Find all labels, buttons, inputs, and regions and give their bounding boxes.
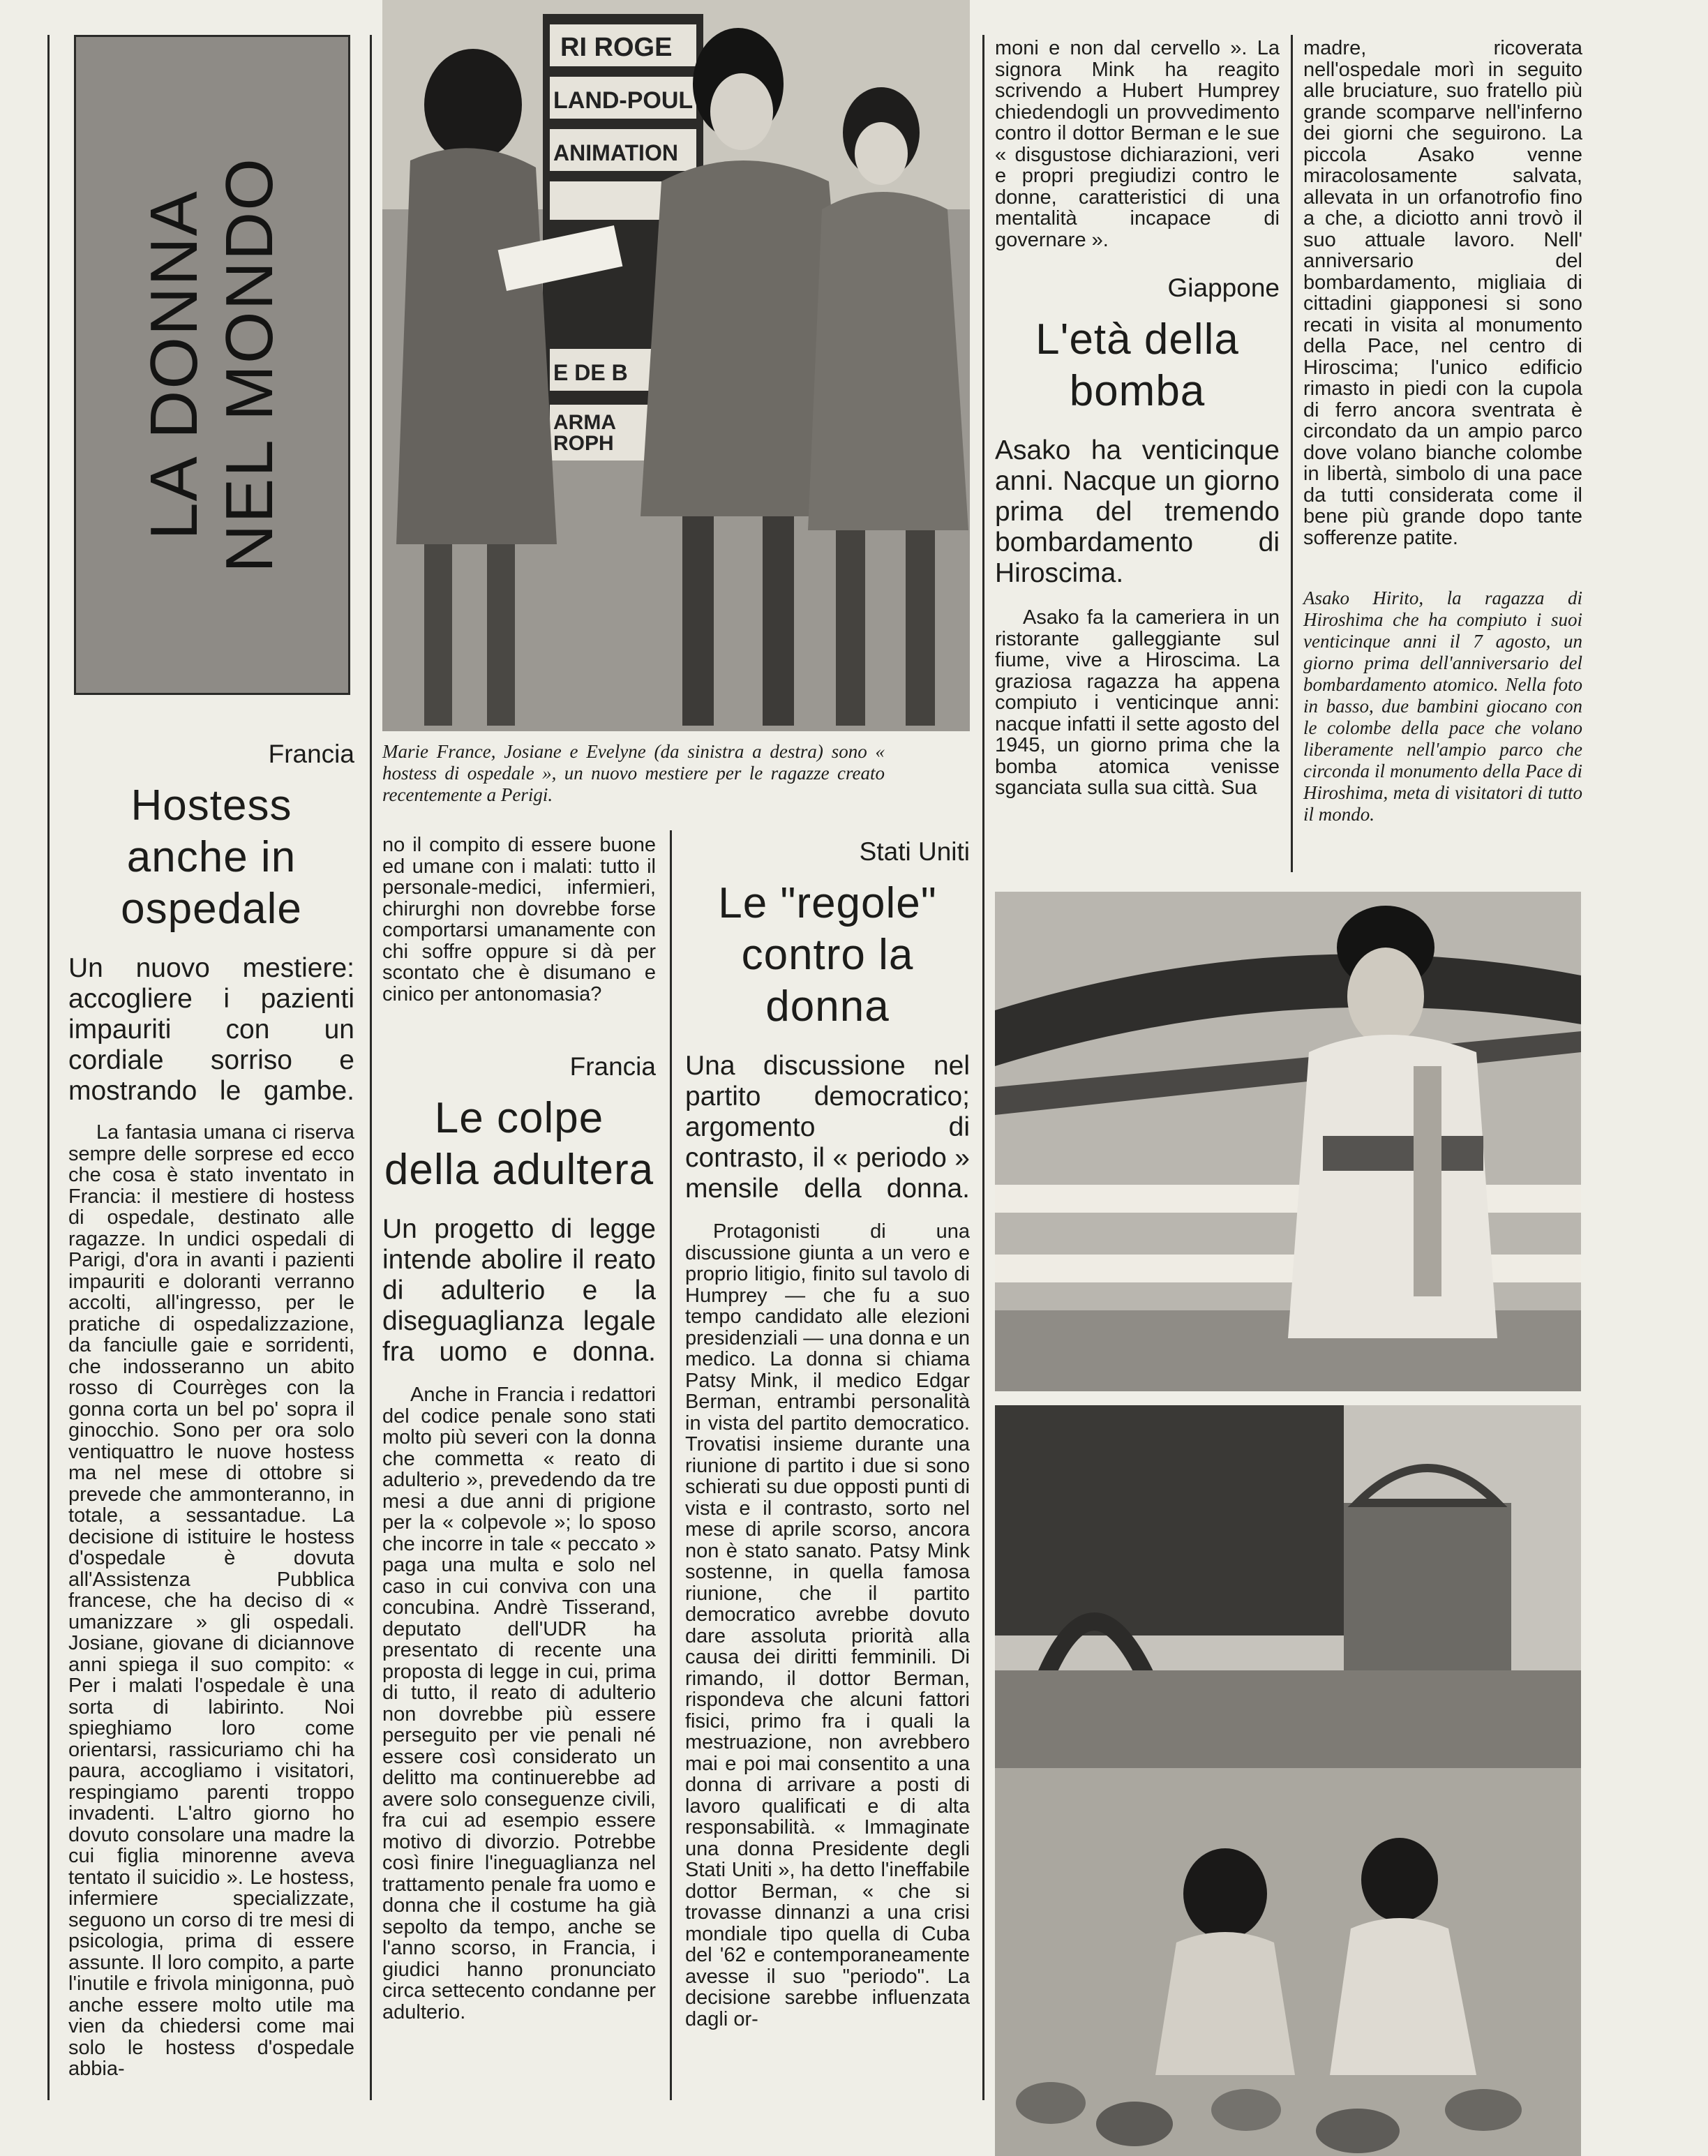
article-regole xyxy=(685,837,970,2030)
article-adultera xyxy=(382,1052,656,2023)
article-bomba-caption: Asako Hirito, la ragazza di Hiroshima che ha compiuto i suoi venticinque anni il 7 agosto, un giorno prima dell'anniversario del bombardamento atomico. Nella foto in basso, due bambini giocano con le colombe della pace che volano liberamente nell'ampio parco che circonda il monumento della Pace di Hiroshima, meta di visitatori di tutto il mondo. xyxy=(1303,587,1582,825)
photo-asako xyxy=(995,892,1581,1391)
photo-hostess xyxy=(382,0,970,731)
photo-hostess-sign: E DE B xyxy=(553,360,628,385)
photo-hiroshima xyxy=(995,1405,1581,2156)
column-rule xyxy=(1291,35,1293,872)
article-hostess-body-continued: no il compito di essere buone ed umane con i malati: tutto il personale-medici, infermieri, chirurghi non dovrebbe forse comportarsi umanamente con chi soffre oppure si dà per scontato che è disumano e cinico per antonomasia? xyxy=(382,834,656,1005)
article-bomba-body: Asako fa la cameriera in un ristorante galleggiante sul fiume, vive a Hiroscima. La graziosa ragazza ha appena compiuto i venticinque anni: nacque infatti il sette agosto del 1945, un giorno prima che la bomba atomica venisse sganciata sulla sua città. Sua xyxy=(995,606,1280,799)
section-title xyxy=(137,100,287,630)
article-bomba-country: Giappone xyxy=(1167,274,1280,302)
article-adultera-body: Anche in Francia i redattori del codice penale sono stati molto più severi con la donna che commetta « reato di adulterio », prevedendo da tre mesi a due anni di prigione per la « colpevole »; lo sposo che incorre in tale « peccato » paga una multa e solo nel caso in cui conviva con una concubina. Andrè Tisserand, deputato dell'UDR ha presentato di recente una proposta di legge in cui, prima di tutto, il reato di adulterio non dovrebbe più essere perseguito per vie penali né essere così considerato un delitto ma continuerebbe ad avere solo conseguenze civili, fra cui ad esempio essere motivo di divorzio. Potrebbe così finire l'ineguaglianza nel trattamento penale fra uomo e donna che il costume ha già sepolto da tempo, anche se l'anno scorso, in Francia, i giudici hanno pronunciato circa settecento condanne per adulterio. xyxy=(382,1384,656,2023)
article-bomba xyxy=(995,274,1280,799)
article-regole-country: Stati Uniti xyxy=(859,837,970,866)
article-regole-subhead: Una discussione nel partito democratico; argomento di contrasto, il « periodo » mensile della donna. xyxy=(685,1051,970,1204)
article-regole-body: Protagonisti di una discussione giunta a un vero e proprio litigio, finito sul tavolo di Humprey — che fu a suo tempo candidato alle elezioni presidenziali — una donna e un medico. La donna si chiama Patsy Mink, il medico Edgar Berman, entrambi personalità in vista del partito democratico. Trovatisi insieme durante una riunione di partito i due si sono schierati su due opposti punti di vista e il contrasto, sorto nel mese di aprile scorso, ancora non è stato sanato. Patsy Mink sostenne, in quella famosa riunione, che il partito democratico avrebbe dovuto dare assoluta priorità alla causa dei diritti femminili. Di rimando, il dottor Berman, rispondeva che alcuni fattori fisici, primo fra i quali la mestruazione, non avrebbero mai e poi mai consentito a una donna di arrivare a posti di lavoro qualificati e di alta responsabilità. « Immaginate una donna Presidente degli Stati Uniti », ha detto l'ineffabile dottor Berman, « che si trovasse dinnanzi a una crisi mondiale tipo quella di Cuba del '62 e contemporaneamente avesse il suo "periodo". La decisione sarebbe influenzata dagli or- xyxy=(685,1220,970,2030)
article-adultera-headline: Le colpe della adultera xyxy=(384,1094,654,1194)
column-rule xyxy=(670,830,672,2100)
section-title-line2: NEL MONDO xyxy=(212,157,287,573)
article-hostess-body: La fantasia umana ci riserva sempre delle sorprese ed ecco che cosa è stato inventato in Francia: il mestiere di hostess di ospedale, destinato alle ragazze. In undici ospedali di Parigi, d'ora in avanti i pazienti impauriti e doloranti verranno accolti, all'ingresso, per le pratiche di ospedalizzazione, da fanciulle gaie e sorridenti, che indosseranno un abito rosso di Courrèges con la gonna corta un bel po' sopra il ginocchio. Sono per ora solo ventiquattro le nuove hostess ma nel mese di ottobre si prevede che ammonteranno, in totale, a sessantadue. La decisione di istituire le hostess d'ospedale è dovuta all'Assistenza Pubblica francese, che ha deciso di « umanizzare » gli ospedali. Josiane, giovane di diciannove anni spiega il suo compito: « Per i malati l'ospedale è una sorta di labirinto. Noi spieghiamo loro come orientarsi, rassicuriamo chi ha paura, accogliamo i visitatori, respingiamo parenti troppo invadenti. L'altro giorno ho dovuto consolare una madre la cui figlia minorenne aveva tentato il suicidio ». Le hostess, infermiere specializzate, seguono un corso di tre mesi di psicologia, prima di essere assunte. Il loro compito, a parte l'inutile e frivola minigonna, può anche essere molto utile ma vien da chiedersi come mai solo le hostess d'ospedale abbia- xyxy=(68,1121,354,2080)
article-adultera-country: Francia xyxy=(569,1052,656,1081)
article-hostess xyxy=(68,740,354,2080)
article-hostess-subhead: Un nuovo mestiere: accogliere i pazienti impauriti con un cordiale sorriso e mostrando le gambe. xyxy=(68,953,354,1106)
section-title-box xyxy=(74,35,350,695)
article-hostess-headline: Hostess anche in ospedale xyxy=(121,781,302,933)
section-title-line1: LA DONNA xyxy=(137,190,211,540)
photo-hostess-sign: ARMA xyxy=(553,411,616,434)
article-hostess-country: Francia xyxy=(268,740,354,768)
photo-hostess-sign: RI ROGE xyxy=(560,33,673,62)
column-rule xyxy=(370,35,372,2100)
column-rule xyxy=(47,35,50,2100)
article-bomba-headline: L'età della bomba xyxy=(1035,315,1239,415)
article-bomba-continuation: madre, ricoverata nell'ospedale morì in seguito alle bruciature, suo fratello più grande scomparve nell'inferno dei giorni che seguirono. La piccola Asako venne miracolosamente salvata, allevata in un orfanotrofio fino a che, a diciotto anni trovò il suo attuale lavoro. Nell' anniversario del bombardamento, migliaia di cittadini giapponesi si sono recati in visita al monumento della Pace, nel centro di Hiroscima; l'unico edificio rimasto in piedi con la cupola di ferro ancora sventrata è circondato da un ampio parco dove volano bianche colombe in libertà, simbolo di una pace da tutti considerata come il bene più grande dopo tante sofferenze patite. xyxy=(1303,37,1582,549)
photo-hostess-sign: LAND-POUL xyxy=(553,87,694,114)
article-adultera-subhead: Un progetto di legge intende abolire il reato di adulterio e la diseguaglianza legale fra uomo e donna. xyxy=(382,1214,656,1367)
photo-hostess-sign: ROPH xyxy=(553,432,614,455)
article-bomba-subhead: Asako ha venticinque anni. Nacque un giorno prima del tremendo bombardamento di Hiroscima. xyxy=(995,435,1280,588)
article-regole-headline: Le "regole" contro la donna xyxy=(718,879,937,1031)
photo-hostess-sign: ANIMATION xyxy=(553,140,678,165)
article-regole-continuation: moni e non dal cervello ». La signora Mink ha reagito scrivendo a Hubert Humprey chiedendogli un provvedimento contro il dottor Berman e le sue « disgustose dichiarazioni, veri e propri pregiudizi contro le donne, caratteristici di una mentalità incapace di governare ». xyxy=(995,37,1280,251)
column-rule xyxy=(982,35,984,2100)
photo-hostess-caption: Marie France, Josiane e Evelyne (da sinistra a destra) sono « hostess di ospedale », un nuovo mestiere per le ragazze creato recentemente a Perigi. xyxy=(382,741,885,805)
